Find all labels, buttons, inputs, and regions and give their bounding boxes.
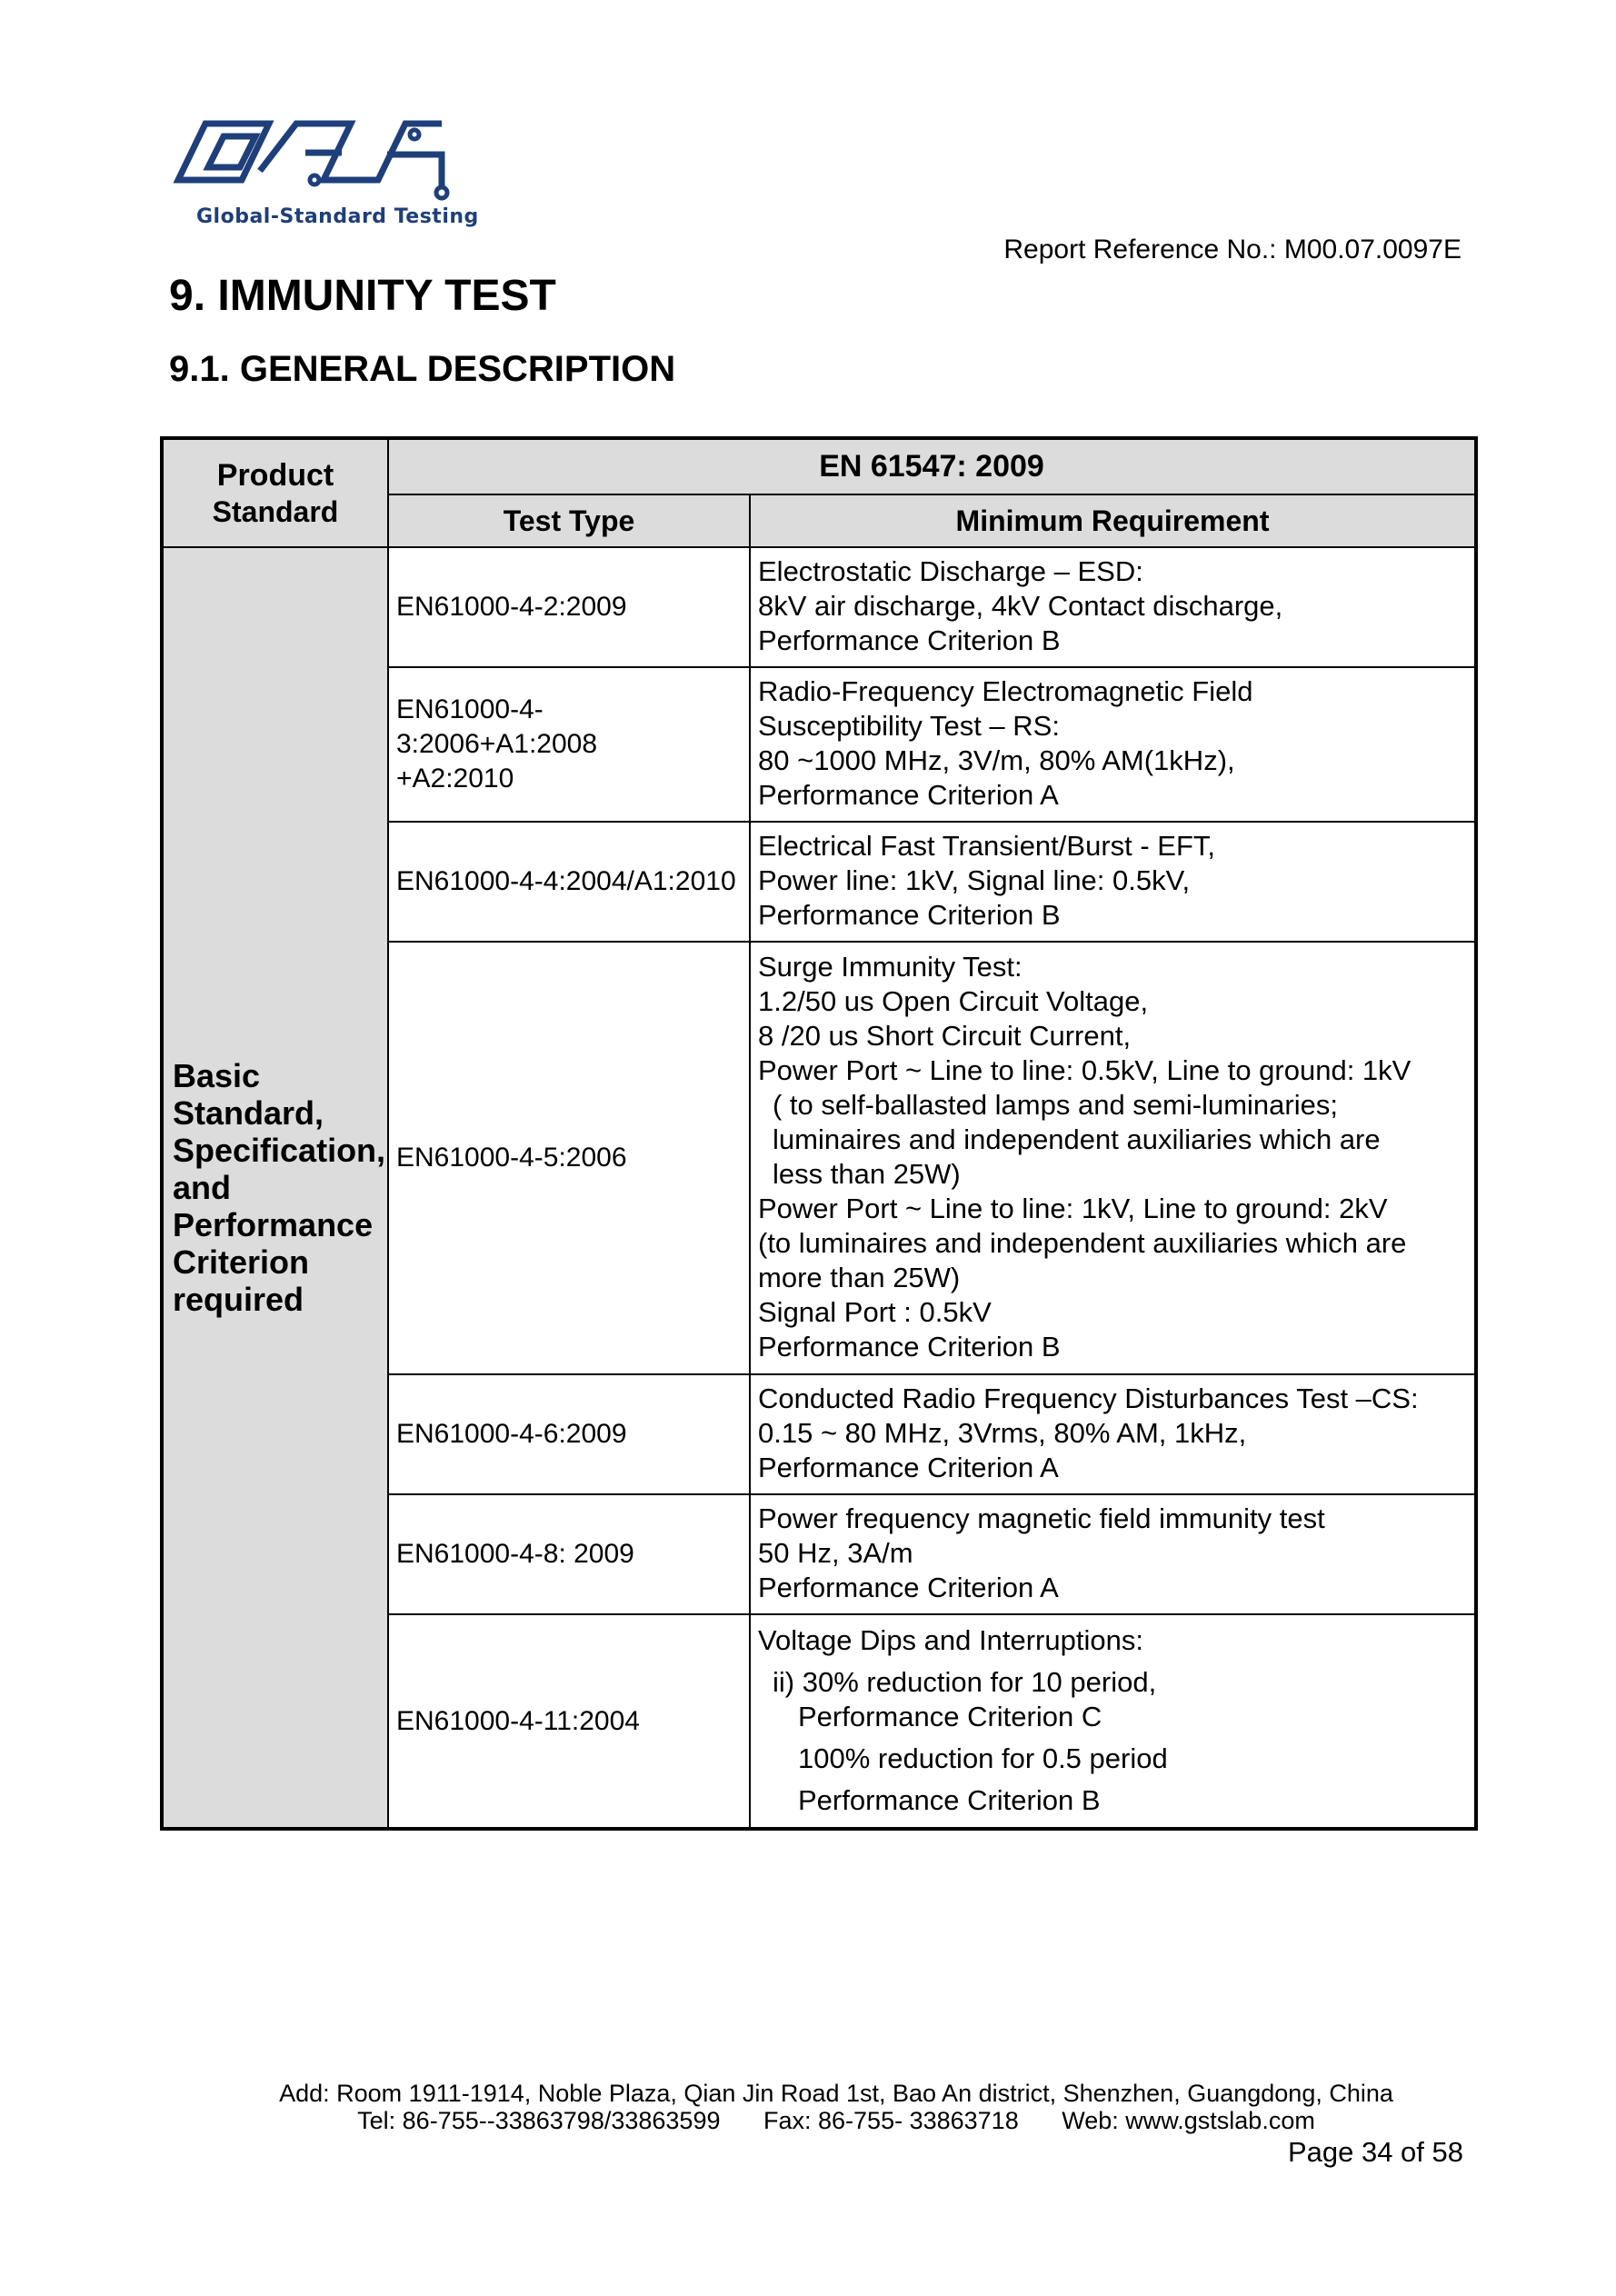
requirement-line: 80 ~1000 MHz, 3V/m, 80% AM(1kHz),: [758, 744, 1235, 776]
test-type-cell: EN61000-4-11:2004: [388, 1614, 750, 1829]
requirement-line: Surge Immunity Test:: [758, 951, 1022, 983]
requirement-line: Performance Criterion B: [798, 1783, 1101, 1816]
requirement-line: luminaires and independent auxiliaries which are: [773, 1123, 1381, 1155]
requirement-line: Electrical Fast Transient/Burst - EFT,: [758, 830, 1216, 862]
requirement-line: Power line: 1kV, Signal line: 0.5kV,: [758, 864, 1191, 896]
requirement-line: Conducted Radio Frequency Disturbances Test –CS:: [758, 1383, 1419, 1414]
test-type-cell: EN61000-4-3:2006+A1:2008 +A2:2010: [388, 667, 750, 822]
requirement-line: Power Port ~ Line to line: 0.5kV, Line to ground: 1kV: [758, 1054, 1412, 1086]
product-standard-line1: Product: [216, 457, 334, 493]
requirement-line: 50 Hz, 3A/m: [758, 1537, 913, 1569]
requirement-line: Voltage Dips and Interruptions:: [758, 1623, 1143, 1656]
section-subtitle: 9.1. GENERAL DESCRIPTION: [169, 349, 676, 389]
product-standard-header: [162, 438, 388, 547]
report-reference: Report Reference No.: M00.07.0097E: [1003, 235, 1461, 265]
page-number: Page 34 of 58: [1287, 2136, 1463, 2168]
min-requirement-header: Minimum Requirement: [750, 494, 1476, 547]
test-type-cell: EN61000-4-5:2006: [388, 942, 750, 1374]
requirement-cell: [750, 822, 1476, 942]
company-logo: [169, 116, 479, 235]
test-type-cell: EN61000-4-6:2009: [388, 1374, 750, 1494]
requirement-line: Power Port ~ Line to line: 1kV, Line to ground: 2kV: [758, 1193, 1388, 1224]
footer-address: Add: Room 1911-1914, Noble Plaza, Qian Jin Road 1st, Bao An district, Shenzhen, Guangdong, China: [279, 2080, 1393, 2107]
requirement-line: 1.2/50 us Open Circuit Voltage,: [758, 985, 1149, 1017]
immunity-test-table: [160, 436, 1478, 1831]
requirement-line: (to luminaires and independent auxiliaries which are: [758, 1227, 1407, 1259]
requirement-line: Performance Criterion C: [798, 1700, 1102, 1732]
requirement-line: less than 25W): [773, 1158, 961, 1190]
test-type-cell: EN61000-4-4:2004/A1:2010: [388, 822, 750, 942]
requirement-line: ( to self-ballasted lamps and semi-luminaries;: [773, 1089, 1338, 1121]
standard-name-header: EN 61547: 2009: [388, 438, 1476, 494]
requirement-line: Performance Criterion A: [758, 1572, 1059, 1603]
gst-logo-mark-icon: [169, 116, 460, 207]
test-type-cell: EN61000-4-8: 2009: [388, 1494, 750, 1614]
footer-fax: Fax: 86-755- 33863718: [763, 2107, 1019, 2134]
requirement-cell: [750, 547, 1476, 667]
requirement-line: more than 25W): [758, 1262, 961, 1293]
requirement-cell: [750, 1374, 1476, 1494]
footer-contacts: [91, 2107, 1581, 2135]
requirement-line: Performance Criterion A: [758, 779, 1059, 811]
requirement-line: Performance Criterion B: [758, 1331, 1061, 1363]
section-title: 9. IMMUNITY TEST: [169, 272, 556, 320]
logo-text: Global-Standard Testing: [196, 205, 479, 228]
requirement-line: 0.15 ~ 80 MHz, 3Vrms, 80% AM, 1kHz,: [758, 1417, 1247, 1449]
requirement-line: Electrostatic Discharge – ESD:: [758, 555, 1143, 587]
test-type-cell: EN61000-4-2:2009: [388, 547, 750, 667]
footer-tel: Tel: 86-755--33863798/33863599: [357, 2107, 721, 2134]
requirement-cell: [750, 1614, 1476, 1829]
requirement-line: Performance Criterion B: [758, 899, 1061, 931]
requirement-line: Signal Port : 0.5kV: [758, 1296, 992, 1328]
footer-web: Web: www.gstslab.com: [1062, 2107, 1315, 2134]
requirement-line: Performance Criterion B: [758, 624, 1061, 656]
product-standard-line2: Standard: [212, 494, 339, 528]
requirement-line: Radio-Frequency Electromagnetic Field: [758, 675, 1253, 707]
requirement-cell: [750, 667, 1476, 822]
test-type-header: Test Type: [388, 494, 750, 547]
requirement-line: 8 /20 us Short Circuit Current,: [758, 1020, 1132, 1052]
requirement-line: 100% reduction for 0.5 period: [798, 1742, 1168, 1774]
basic-standard-label: Basic Standard, Specification, and Performance Criterion required: [162, 547, 388, 1829]
requirement-line: Power frequency magnetic field immunity test: [758, 1502, 1325, 1534]
requirement-cell: [750, 942, 1476, 1374]
requirement-line: Performance Criterion A: [758, 1452, 1059, 1483]
table-row: [162, 547, 1476, 667]
requirement-cell: [750, 1494, 1476, 1614]
requirement-line: Susceptibility Test – RS:: [758, 710, 1060, 742]
requirement-line: 8kV air discharge, 4kV Contact discharge,: [758, 590, 1283, 622]
requirement-line: ii) 30% reduction for 10 period,: [773, 1665, 1157, 1698]
